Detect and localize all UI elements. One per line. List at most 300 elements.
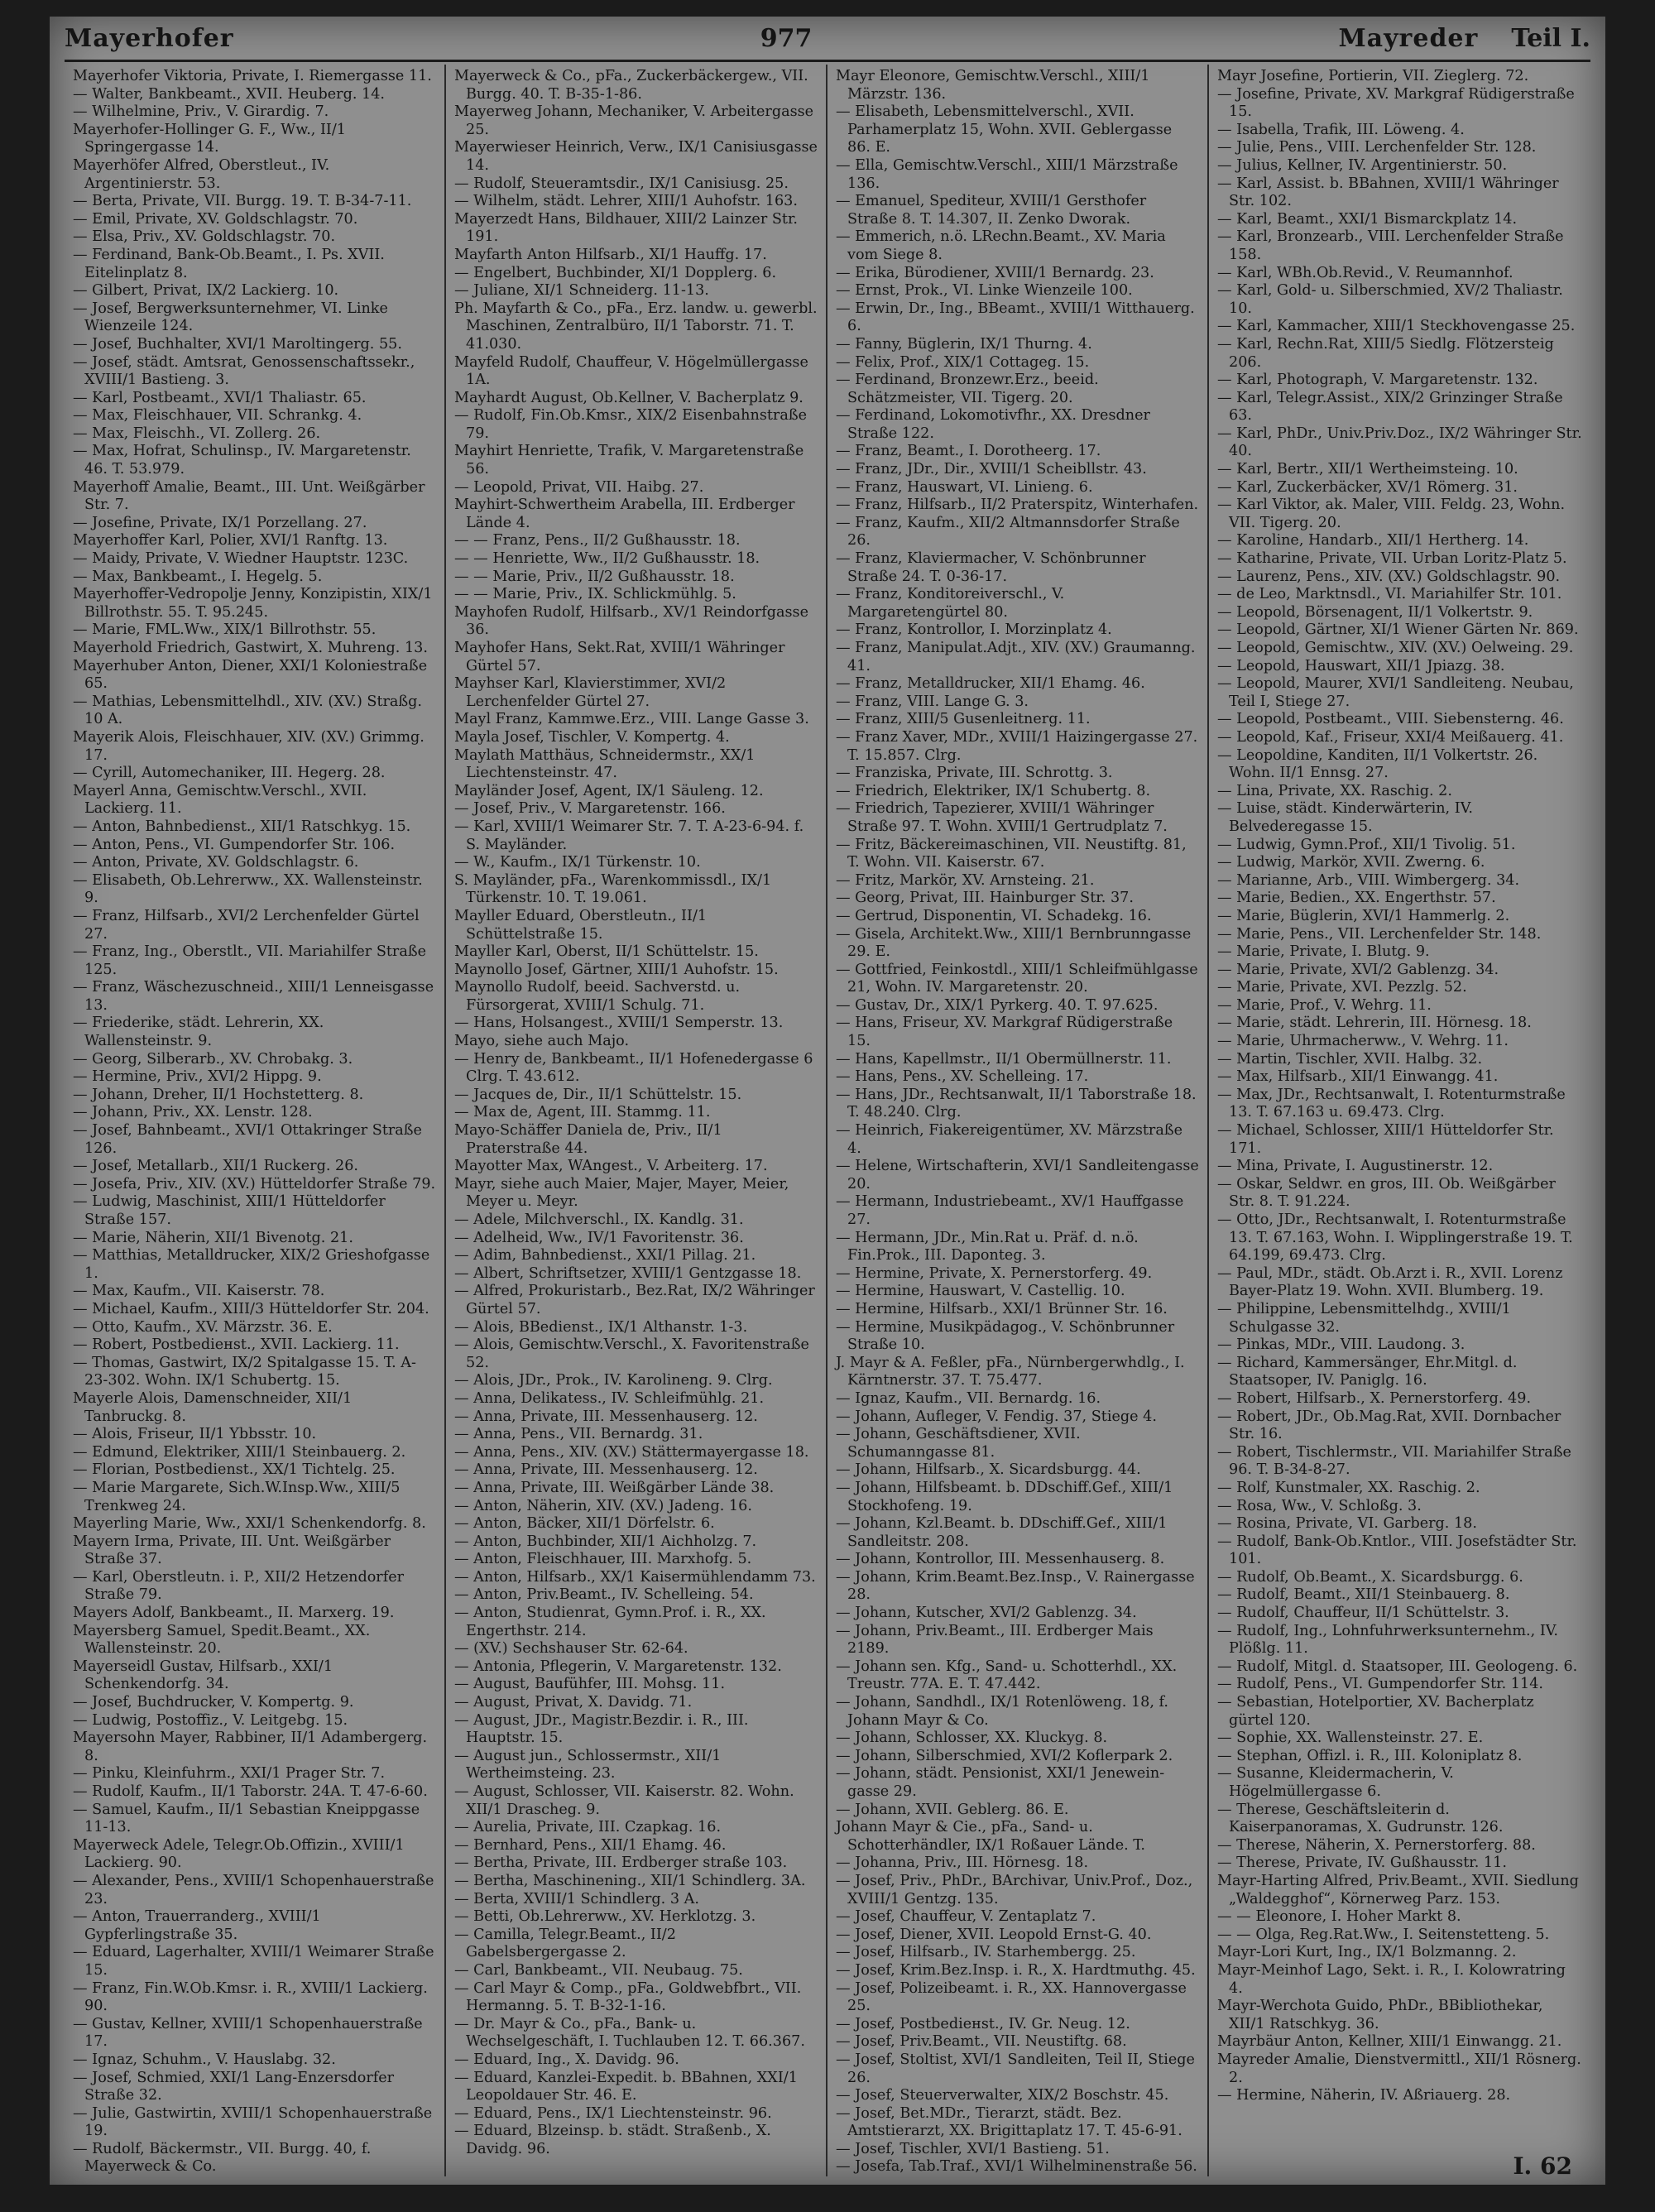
directory-entry: — Josef, Polizeibeamt. i. R., XX. Hannovergasse 25. (836, 1979, 1187, 2015)
directory-entry: — Franz, Hilfsarb., II/2 Praterspitz, Winterhafen. (836, 497, 1199, 514)
directory-entry: — Josef, Krim.Bez.Insp. i. R., X. Hardtmuthg. 45. (836, 1961, 1196, 1979)
directory-entry: — Leopold, Privat, VII. Haibg. 27. (454, 478, 704, 496)
directory-entry: — Jacques de, Dir., II/1 Schüttelstr. 15. (454, 1086, 742, 1103)
directory-entry: — Franz, Kaufm., XII/2 Altmannsdorfer Straße 26. (836, 514, 1180, 549)
directory-entry: — Johann sen. Kfg., Sand- u. Schotterhdl., XX. Treustr. 77A. E. T. 47.442. (836, 1658, 1178, 1693)
page-number: 977 (760, 23, 813, 53)
directory-entry: — Gertrud, Disponentin, VI. Schadekg. 16. (836, 907, 1152, 924)
column-2 (446, 65, 828, 2176)
directory-entry: — Johann, Silberschmied, XVI/2 Koflerpark 2. (836, 1747, 1173, 1764)
directory-entry: — Sophie, XX. Wallensteinstr. 27. E. (1217, 1730, 1484, 1747)
directory-entry: — Marie, Büglerin, XVI/1 Hammerlg. 2. (1217, 907, 1510, 924)
directory-entry: — Alois, JDr., Prok., IV. Karolineng. 9. Clrg. (454, 1372, 773, 1389)
directory-entry: — Wilhelm, städt. Lehrer, XIII/1 Auhofstr. 163. (454, 193, 798, 210)
directory-entry: — Richard, Kammersänger, Ehr.Mitgl. d. Staatsoper, IV. Paniglg. 16. (1217, 1354, 1518, 1389)
directory-entry: Mayo, siehe auch Majo. (454, 1033, 630, 1050)
directory-entry: — Gilbert, Privat, IX/2 Lackierg. 10. (73, 282, 339, 300)
directory-entry: — Robert, Hilfsarb., X. Pernerstorferg. 49. (1217, 1389, 1532, 1407)
directory-entry: — Karl, Telegr.Assist., XIX/2 Grinzinger Straße 63. (1217, 389, 1563, 425)
directory-entry: — Franz, JDr., Dir., XVIII/1 Scheibllstr. 43. (836, 461, 1147, 478)
directory-entry: — Johanna, Priv., III. Hörnesg. 18. (836, 1855, 1089, 1872)
directory-entry: — Hans, Holsangest., XVIII/1 Semperstr. 13. (454, 1015, 784, 1032)
directory-entry: — Leopold, Gemischtw., XIV. (XV.) Oelweing. 29. (1217, 640, 1574, 656)
directory-entry: — Bertha, Maschinening., XII/1 Schindlerg. 3A. (454, 1872, 806, 1889)
directory-entry: — Leopold, Kaf., Friseur, XXI/4 Meißauerg. 41. (1217, 728, 1564, 746)
directory-entry: — Robert, JDr., Ob.Mag.Rat, XVII. Dornbacher Str. 16. (1217, 1408, 1561, 1443)
directory-entry: — Therese, Näherin, X. Pernerstorferg. 88. (1217, 1836, 1536, 1854)
directory-entry: — Max, Hofrat, Schulinsp., IV. Margaretenstr. 46. T. 53.979. (73, 443, 411, 478)
directory-entry: — Marie, FML.Ww., XIX/1 Billrothstr. 55. (73, 621, 377, 639)
directory-entry: — Josef, Bahnbeamt., XVI/1 Ottakringer Straße 126. (73, 1122, 422, 1157)
directory-entry: — Rudolf, Steueramtsdir., IX/1 Canisiusg. 25. (454, 175, 789, 192)
directory-entry: — Bernhard, Pens., XII/1 Ehamg. 46. (454, 1836, 727, 1854)
directory-entry: — Anna, Pens., XIV. (XV.) Stättermayergasse 18. (454, 1443, 809, 1461)
directory-entry: — Rolf, Kunstmaler, XX. Raschig. 2. (1217, 1479, 1480, 1496)
directory-entry: — Anton, Pens., VI. Gumpendorfer Str. 106. (73, 836, 396, 853)
directory-entry: — Rudolf, Bank-Ob.Kntlor., VIII. Josefstädter Str. 101. (1217, 1533, 1577, 1568)
directory-entry: — Mathias, Lebensmittelhdl., XIV. (XV.) Straßg. 10 A. (73, 693, 423, 728)
directory-entry: — — Marie, Priv., IX. Schlickmühlg. 5. (454, 586, 736, 603)
directory-entry: — Franz, Wäschezuschneid., XIII/1 Lenneisgasse 13. (73, 979, 434, 1014)
directory-entry: — Samuel, Kaufm., II/1 Sebastian Kneippgasse 11-13. (73, 1801, 420, 1836)
directory-entry: — Betti, Ob.Lehrerww., XV. Herklotzg. 3. (454, 1908, 756, 1926)
directory-entry: — Leopold, Börsenagent, II/1 Volkertstr. 9. (1217, 603, 1533, 621)
directory-entry: — Hans, Friseur, XV. Markgraf Rüdigerstraße 15. (836, 1015, 1173, 1050)
directory-entry: — Susanne, Kleidermacherin, V. Högelmüllergasse 6. (1217, 1765, 1454, 1800)
directory-entry: — Maidy, Private, V. Wiedner Hauptstr. 123C. (73, 550, 409, 568)
directory-entry: — August, JDr., Magistr.Bezdir. i. R., III. Hauptstr. 15. (454, 1711, 749, 1747)
directory-entry: — Leopold, Hauswart, XII/1 Jpiazg. 38. (1217, 657, 1505, 674)
directory-entry: — Hermann, JDr., Min.Rat u. Präf. d. n.ö. Fin.Prok., III. Daponteg. 3. (836, 1229, 1139, 1264)
directory-entry: — Josef, Buchhalter, XVI/1 Maroltingerg. 55. (73, 335, 402, 353)
directory-entry: — Gustav, Dr., XIX/1 Pyrkerg. 40. T. 97.625. (836, 996, 1158, 1014)
directory-entry: Mayerhoffer Karl, Polier, XVI/1 Ranftg. 13. (73, 532, 388, 549)
directory-entry: Mayerhoff Amalie, Beamt., III. Unt. Weißgärber Str. 7. (73, 478, 425, 514)
directory-entry: — Josef, Stoltist, XVI/1 Sandleiten, Teil II, Stiege 26. (836, 2051, 1195, 2086)
directory-entry: Mayerweck Adele, Telegr.Ob.Offizin., XVIII/1 Lackierg. 90. (73, 1836, 405, 1872)
directory-entry: Mayr-Harting Alfred, Priv.Beamt., XVII. Siedlung „Waldegghof“, Körnerweg Parz. 153. (1217, 1872, 1579, 1907)
directory-entry: — August, Baufühfer, III. Mohsg. 11. (454, 1676, 726, 1693)
directory-entry: — Karl, Photograph, V. Margaretenstr. 132. (1217, 372, 1538, 389)
directory-entry: — Luise, städt. Kinderwärterin, IV. Belvederegasse 15. (1217, 800, 1473, 835)
directory-entry: — Florian, Postbedienst., XX/1 Tichtelg. 25. (73, 1461, 396, 1479)
directory-entry: Mayerseidl Gustav, Hilfsarb., XXI/1 Schenkendorfg. 34. (73, 1658, 333, 1693)
directory-entry: — Josef, städt. Amtsrat, Genossenschaftssekr., XVIII/1 Bastieng. 3. (73, 353, 415, 389)
directory-entry: — Walter, Bankbeamt., XVII. Heuberg. 14. (73, 85, 386, 103)
directory-entry: — Anton, Bahnbedienst., XII/1 Ratschkyg. 15. (73, 818, 411, 835)
directory-entry: — Josef, Priv., V. Margaretenstr. 166. (454, 800, 726, 818)
directory-entry: Mayersohn Mayer, Rabbiner, II/1 Adambergerg. 8. (73, 1730, 428, 1764)
directory-entry: Mayller Eduard, Oberstleutn., II/1 Schüttelstraße 15. (454, 907, 708, 943)
directory-entry: — Karl, Postbeamt., XVI/1 Thaliastr. 65. (73, 389, 367, 406)
directory-entry: — Therese, Private, IV. Gußhausstr. 11. (1217, 1855, 1507, 1872)
directory-entry: — Mina, Private, I. Augustinerstr. 12. (1217, 1158, 1494, 1175)
column-3 (828, 65, 1209, 2176)
directory-entry: Mayo-Schäffer Daniela de, Priv., II/1 Praterstraße 44. (454, 1122, 722, 1157)
directory-entry: — Franz, Beamt., I. Dorotheerg. 17. (836, 443, 1101, 460)
directory-entry: — Leopold, Maurer, XVI/1 Sandleiteng. Neubau, Teil I, Stiege 27. (1217, 675, 1574, 710)
directory-entry: Mayhser Karl, Klavierstimmer, XVI/2 Lerchenfelder Gürtel 27. (454, 675, 727, 710)
directory-entry: — Cyrill, Automechaniker, III. Hegerg. 28. (73, 765, 386, 782)
directory-entry: — Sebastian, Hotelportier, XV. Bacherplatz gürtel 120. (1217, 1694, 1534, 1729)
directory-entry: — Adim, Bahnbedienst., XXI/1 Pillag. 21. (454, 1247, 756, 1264)
directory-entry: Mayhirt-Schwertheim Arabella, III. Erdberger Lände 4. (454, 497, 795, 531)
directory-entry: — Gottfried, Feinkostdl., XIII/1 Schleifmühlgasse 21, Wohn. IV. Margaretenstr. 20. (836, 961, 1198, 996)
directory-entry: — Marie, Uhrmacherww., V. Wehrg. 11. (1217, 1033, 1509, 1050)
directory-entry: — de Leo, Marktnsdl., VI. Mariahilfer Str. 101. (1217, 586, 1562, 603)
directory-entry: Mayotter Max, WAngest., V. Arbeiterg. 17. (454, 1158, 768, 1175)
directory-entry: — Franz, Klaviermacher, V. Schönbrunner Straße 24. T. 0-36-17. (836, 550, 1146, 585)
directory-entry: — Martin, Tischler, XVII. Halbg. 32. (1217, 1050, 1483, 1068)
directory-entry: — Johann, Dreher, II/1 Hochstetterg. 8. (73, 1086, 364, 1103)
directory-entry: — Anton, Priv.Beamt., IV. Schelleing. 54. (454, 1586, 754, 1604)
directory-entry: — Marianne, Arb., VIII. Wimbergerg. 34. (1217, 871, 1520, 889)
directory-entry: — Friedrich, Elektriker, IX/1 Schubertg. 8. (836, 782, 1151, 799)
directory-entry: — Karl, Beamt., XXI/1 Bismarckplatz 14. (1217, 210, 1518, 228)
directory-entry: — Pinku, Kleinfuhrm., XXI/1 Prager Str. 7. (73, 1765, 386, 1783)
directory-entry: Mayerhuber Anton, Diener, XXI/1 Koloniestraße 65. (73, 657, 428, 693)
directory-entry: Mayers Adolf, Bankbeamt., II. Marxerg. 19. (73, 1605, 395, 1622)
directory-entry: — Carl, Bankbeamt., VII. Neubaug. 75. (454, 1961, 743, 1979)
directory-entry: — Felix, Prof., XIX/1 Cottageg. 15. (836, 353, 1090, 371)
directory-entry: — Gustav, Kellner, XVIII/1 Schopenhauerstraße 17. (73, 2015, 423, 2051)
directory-entry: — Karl, PhDr., Univ.Priv.Doz., IX/2 Währinger Str. 40. (1217, 425, 1582, 460)
directory-entry: Mayr-Werchota Guido, PhDr., BBibliothekar, XII/1 Ratschkyg. 36. (1217, 1998, 1543, 2032)
directory-entry: — Alexander, Pens., XVIII/1 Schopenhauerstraße 23. (73, 1872, 434, 1907)
directory-entry: — Anton, Fleischhauer, III. Marxhofg. 5. (454, 1551, 752, 1568)
directory-entry: — Johann, Priv., XX. Lenstr. 128. (73, 1104, 313, 1121)
directory-entry: — Max, Kaufm., VII. Kaiserstr. 78. (73, 1283, 325, 1300)
directory-entry: — Ludwig, Maschinist, XIII/1 Hütteldorfer Straße 157. (73, 1193, 386, 1228)
directory-entry: — — Eleonore, I. Hoher Markt 8. (1217, 1908, 1461, 1926)
directory-entry: — Lina, Private, XX. Raschig. 2. (1217, 782, 1452, 799)
directory-entry: — Leopold, Postbeamt., VIII. Siebensterng. 46. (1217, 711, 1564, 728)
directory-entry: Mayerhofer Viktoria, Private, I. Riemergasse 11. (73, 68, 432, 84)
directory-entry: — Johann, XVII. Geblerg. 86. E. (836, 1801, 1069, 1818)
directory-entry: — Anton, Hilfsarb., XX/1 Kaisermühlendamm 73. (454, 1568, 816, 1586)
directory-entry: — Anton, Trauerranderg., XVIII/1 Gypferlingstraße 35. (73, 1908, 321, 1943)
directory-entry: — Antonia, Pflegerin, V. Margaretenstr. 132. (454, 1658, 782, 1675)
directory-entry: Mayerhöfer Alfred, Oberstleut., IV. Argentinierstr. 53. (73, 156, 330, 192)
directory-entry: — Erika, Bürodiener, XVIII/1 Bernardg. 23. (836, 264, 1154, 281)
directory-entry: — Engelbert, Buchbinder, XI/1 Dopplerg. 6. (454, 264, 777, 281)
directory-entry: — Josef, Buchdrucker, V. Kompertg. 9. (73, 1694, 354, 1711)
directory-entry: — Karl, XVIII/1 Weimarer Str. 7. T. A-23-6-94. f. S. Mayländer. (454, 818, 804, 853)
directory-entry: — Therese, Geschäftsleiterin d. Kaiserpanoramas, X. Gudrunstr. 126. (1217, 1801, 1504, 1836)
directory-entry: — Alois, BBedienst., IX/1 Althanstr. 1-3. (454, 1318, 748, 1336)
directory-entry: — Franz, Manipulat.Adjt., XIV. (XV.) Graumanng. 41. (836, 640, 1196, 674)
directory-entry: — Marie, Näherin, XII/1 Bivenotg. 21. (73, 1229, 353, 1246)
directory-entry: — Fritz, Markör, XV. Arnsteing. 21. (836, 871, 1095, 889)
directory-entry: — Johann, Hilfsbeamt. b. DDschiff.Gef., XIII/1 Stockhofeng. 19. (836, 1479, 1173, 1514)
directory-entry: Mayerl Anna, Gemischtw.Verschl., XVII. Lackierg. 11. (73, 782, 367, 818)
directory-entry: Mayerling Marie, Ww., XXI/1 Schenkendorfg. 8. (73, 1515, 426, 1533)
directory-entry: — Franz, Hauswart, VI. Linieng. 6. (836, 478, 1093, 496)
directory-entry: — August, Schlosser, VII. Kaiserstr. 82. Wohn. XII/1 Drascheg. 9. (454, 1783, 794, 1818)
directory-entry: — Michael, Schlosser, XIII/1 Hütteldorfer Str. 171. (1217, 1122, 1554, 1157)
directory-entry: — Josef, Metallarb., XII/1 Ruckerg. 26. (73, 1158, 359, 1175)
directory-entry: — Alois, Gemischtw.Verschl., X. Favoritenstraße 52. (454, 1336, 809, 1371)
directory-entry: — Josef, Diener, XVII. Leopold Ernst-G. 40. (836, 1926, 1152, 1943)
directory-entry: — Ludwig, Markör, XVII. Zwerng. 6. (1217, 854, 1485, 871)
directory-entry: — August, Privat, X. Davidg. 71. (454, 1694, 693, 1711)
directory-entry: — Johann, Sandhdl., IX/1 Rotenlöweng. 18, f. Johann Mayr & Co. (836, 1694, 1168, 1729)
directory-entry: — Max, Bankbeamt., I. Hegelg. 5. (73, 568, 323, 585)
directory-entry: — Emil, Private, XV. Goldschlagstr. 70. (73, 210, 358, 228)
directory-entry: — Marie, Private, I. Blutg. 9. (1217, 943, 1430, 961)
directory-entry: — Hans, JDr., Rechtsanwalt, II/1 Taborstraße 18. T. 48.240. Clrg. (836, 1086, 1197, 1121)
directory-entry: — Emmerich, n.ö. LRechn.Beamt., XV. Maria vom Siege 8. (836, 228, 1166, 263)
directory-entry: — Laurenz, Pens., XIV. (XV.) Goldschlagstr. 90. (1217, 568, 1561, 585)
directory-entry: — Eduard, Lagerhalter, XVIII/1 Weimarer Straße 15. (73, 1944, 434, 1979)
directory-entry: — Max, JDr., Rechtsanwalt, I. Rotenturmstraße 13. T. 67.163 u. 69.473. Clrg. (1217, 1086, 1566, 1121)
directory-entry: Mayerweck & Co., pFa., Zuckerbäckergew., VII. Burgg. 40. T. B-35-1-86. (454, 68, 808, 103)
directory-entry: — Oskar, Seldwr. en gros, III. Ob. Weißgärber Str. 8. T. 91.224. (1217, 1175, 1556, 1211)
directory-entry: — Karl, Zuckerbäcker, XV/1 Römerg. 31. (1217, 478, 1518, 496)
directory-entry: — Ella, Gemischtw.Verschl., XIII/1 Märzstraße 136. (836, 156, 1178, 192)
directory-entry: — Anna, Pens., VII. Bernardg. 31. (454, 1426, 703, 1443)
directory-entry: — Hermine, Private, X. Pernerstorferg. 49. (836, 1264, 1153, 1282)
directory-entry: — Johann, Krim.Beamt.Bez.Insp., V. Rainergasse 28. (836, 1568, 1195, 1604)
directory-entry: — Marie, Prof., V. Wehrg. 11. (1217, 996, 1432, 1014)
directory-entry: — Rudolf, Kaufm., II/1 Taborstr. 24A. T. 47-6-60. (73, 1783, 428, 1800)
directory-entry: — Rudolf, Mitgl. d. Staatsoper, III. Geologeng. 6. (1217, 1658, 1578, 1675)
directory-entry: — Henry de, Bankbeamt., II/1 Hofenedergasse 6 Clrg. T. 43.612. (454, 1050, 813, 1086)
directory-entry: — Karl, WBh.Ob.Revid., V. Reumannhof. (1217, 264, 1513, 281)
directory-entry: — — Henriette, Ww., II/2 Gußhausstr. 18. (454, 550, 760, 568)
directory-entry: — Leopold, Gärtner, XI/1 Wiener Gärten Nr. 869. (1217, 621, 1579, 639)
directory-entry: — Wilhelmine, Priv., V. Girardig. 7. (73, 103, 329, 121)
directory-entry: — Max de, Agent, III. Stammg. 11. (454, 1104, 711, 1121)
directory-entry: — Heinrich, Fiakereigentümer, XV. Märzstraße 4. (836, 1122, 1183, 1157)
directory-entry: — Hans, Pens., XV. Schelleing. 17. (836, 1068, 1089, 1086)
directory-entry: Mayrbäur Anton, Kellner, XIII/1 Einwangg. 21. (1217, 2033, 1562, 2051)
directory-entry: Mayr Josefine, Portierin, VII. Zieglerg. 72. (1217, 68, 1529, 84)
directory-entry: Mayller Karl, Oberst, II/1 Schüttelstr. 15. (454, 943, 759, 961)
directory-entry: — Franz, VIII. Lange G. 3. (836, 693, 1029, 710)
directory-entry: — Ignaz, Schuhm., V. Hauslabg. 32. (73, 2051, 336, 2068)
directory-entry: — Hermann, Industriebeamt., XV/1 Hauffgasse 27. (836, 1193, 1184, 1228)
directory-entry: — Karl, Kammacher, XIII/1 Steckhovengasse 25. (1217, 318, 1576, 335)
directory-entry: — Hermine, Priv., XVI/2 Hippg. 9. (73, 1068, 322, 1086)
directory-entry: — Robert, Tischlermstr., VII. Mariahilfer Straße 96. T. B-34-8-27. (1217, 1443, 1571, 1479)
directory-entry: — Alfred, Prokuristarb., Bez.Rat, IX/2 Währinger Gürtel 57. (454, 1283, 815, 1317)
directory-entry: — Anton, Buchbinder, XII/1 Aichholzg. 7. (454, 1533, 757, 1550)
directory-entry: — Josef, Bergwerksunternehmer, VI. Linke Wienzeile 124. (73, 300, 388, 335)
directory-entry: — Johann, städt. Pensionist, XXI/1 Jenewein-gasse 29. (836, 1765, 1165, 1800)
directory-entry: — Karl, Bronzearb., VIII. Lerchenfelder Straße 158. (1217, 228, 1564, 263)
directory-entry: — Hermine, Musikpädagog., V. Schönbrunner Straße 10. (836, 1318, 1175, 1354)
directory-entry: — Johann, Geschäftsdiener, XVII. Schumanngasse 81. (836, 1426, 1081, 1461)
directory-entry: — Franz, Metalldrucker, XII/1 Ehamg. 46. (836, 675, 1145, 693)
directory-entry: — Josef, Schmied, XXI/1 Lang-Enzersdorfer Straße 32. (73, 2069, 395, 2104)
directory-entry: — Elsa, Priv., XV. Goldschlagstr. 70. (73, 228, 336, 246)
directory-entry: — Paul, MDr., städt. Ob.Arzt i. R., XVII. Lorenz Bayer-Platz 19. Wohn. XVII. Blumberg. 19. (1217, 1264, 1563, 1300)
directory-entry: — Otto, Kaufm., XV. Märzstr. 36. E. (73, 1318, 333, 1336)
directory-entry: Mayr Eleonore, Gemischtw.Verschl., XIII/1 Märzstr. 136. (836, 68, 1150, 103)
column-4 (1209, 65, 1590, 2176)
directory-entry: Mayhardt August, Ob.Kellner, V. Bacherplatz 9. (454, 389, 804, 406)
directory-entry: — Anna, Private, III. Messenhauserg. 12. (454, 1461, 758, 1479)
directory-entry: — Franziska, Private, III. Schrottg. 3. (836, 765, 1113, 782)
directory-entry: — Leopoldine, Kanditen, II/1 Volkertstr. 26. Wohn. II/1 Ennsg. 27. (1217, 746, 1538, 782)
directory-entry: — Marie, städt. Lehrerin, III. Hörnesg. 18. (1217, 1015, 1532, 1032)
directory-entry: — Rudolf, Pens., VI. Gumpendorfer Str. 114. (1217, 1676, 1543, 1693)
directory-entry: — Thomas, Gastwirt, IX/2 Spitalgasse 15. T. A-23-302. Wohn. IX/1 Schubertg. 15. (73, 1354, 416, 1389)
directory-entry: — Hermine, Hauswart, V. Castellig. 10. (836, 1283, 1125, 1300)
directory-entry: — Josef, Tischler, XVI/1 Bastieng. 51. (836, 2140, 1110, 2157)
directory-entry: — Josef, Chauffeur, V. Zentaplatz 7. (836, 1908, 1096, 1926)
directory-entry: — Friederike, städt. Lehrerin, XX. Wallensteinstr. 9. (73, 1015, 324, 1050)
directory-entry: — Max, Fleischh., VI. Zollerg. 26. (73, 425, 321, 442)
directory-entry: — Robert, Postbediенst., XVII. Lackierg. 11. (73, 1336, 400, 1354)
directory-entry: — Rudolf, Beamt., XII/1 Steinbauerg. 8. (1217, 1586, 1510, 1604)
directory-entry: — Josef, Steuerverwalter, XIX/2 Boschstr. 45. (836, 2087, 1169, 2104)
directory-entry: — Josef, Priv.Beamt., VII. Neustiftg. 68. (836, 2033, 1127, 2051)
directory-entry: — Julius, Kellner, IV. Argentinierstr. 50. (1217, 156, 1508, 174)
directory-entry: — — Franz, Pens., II/2 Gußhausstr. 18. (454, 532, 741, 549)
directory-entry: Mayhirt Henriette, Trafik, V. Margaretenstraße 56. (454, 443, 804, 478)
directory-entry: — Elisabeth, Lebensmittelverschl., XVII. Parhamerplatz 15, Wohn. XVII. Geblergasse 86. E. (836, 103, 1173, 156)
directory-entry: — Johann, Kutscher, XVI/2 Gablenzg. 34. (836, 1605, 1137, 1622)
directory-entry: — Franz, Hilfsarb., XVI/2 Lerchenfelder Gürtel 27. (73, 907, 420, 943)
directory-entry: — Josef, Hilfsarb., IV. Starhembergg. 25. (836, 1944, 1136, 1961)
directory-entry: Mayfeld Rudolf, Chauffeur, V. Högelmüllergasse 1A. (454, 353, 808, 389)
directory-entry: — Marie, Private, XVI. Pezzlg. 52. (1217, 979, 1467, 996)
directory-entry: — Carl Mayr & Comp., pFa., Goldwebfbrt., VII. Hermanng. 5. T. B-32-1-16. (454, 1979, 802, 2015)
directory-entry: — Albert, Schriftsetzer, XVIII/1 Gentzgasse 18. (454, 1264, 802, 1282)
directory-entry: — Rosa, Ww., V. Schloßg. 3. (1217, 1497, 1422, 1514)
directory-entry: Mayr-Lori Kurt, Ing., IX/1 Bolzmanng. 2. (1217, 1944, 1517, 1961)
directory-entry: — Katharine, Private, VII. Urban Loritz-Platz 5. (1217, 550, 1567, 568)
directory-entry: — Edmund, Elektriker, XIII/1 Steinbauerg. 2. (73, 1443, 406, 1461)
directory-entry: Mayerhold Friedrich, Gastwirt, X. Muhreng. 13. (73, 640, 428, 656)
directory-entry: Maynollo Rudolf, beeid. Sachverstd. u. Fürsorgerat, XVIII/1 Schulg. 71. (454, 979, 741, 1014)
directory-entry: — Rudolf, Ing., Lohnfuhrwerksunternehm., IV. Plößlg. 11. (1217, 1622, 1558, 1658)
directory-entry: — Johann, Aufleger, V. Fendig. 37, Stiege 4. (836, 1408, 1157, 1425)
directory-entry: — Marie, Private, XVI/2 Gablenzg. 34. (1217, 961, 1499, 978)
directory-entry: — Anton, Private, XV. Goldschlagstr. 6. (73, 854, 359, 871)
directory-entry: — Friedrich, Tapezierer, XVIII/1 Währinger Straße 97. T. Wohn. XVIII/1 Gertrudplatz 7. (836, 800, 1168, 835)
directory-entry: — — Olga, Reg.Rat.Ww., I. Seitenstetteng. 5. (1217, 1926, 1550, 1943)
directory-entry: Ph. Mayfarth & Co., pFa., Erz. landw. u. gewerbl. Maschinen, Zentralbüro, II/1 Taborstr. 71. T. 41.030. (454, 300, 818, 353)
directory-entry: — Eduard, Ing., X. Davidg. 96. (454, 2051, 679, 2068)
directory-entry: Mayl Franz, Kammwe.Erz., VIII. Lange Gasse 3. (454, 711, 809, 728)
directory-entry: — Marie, Bedien., XX. Engerthstr. 57. (1217, 890, 1496, 907)
directory-entry: — Fritz, Bäckereimaschinen, VII. Neustiftg. 81, T. Wohn. VII. Kaiserstr. 67. (836, 836, 1187, 871)
directory-entry: — Ferdinand, Bank-Ob.Beamt., I. Ps. XVII. Eitelinplatz 8. (73, 246, 385, 281)
directory-entry: — Josefa, Tab.Traf., XVI/1 Wilhelminenstraße 56. (836, 2158, 1197, 2176)
directory-entry: Maynollo Josef, Gärtner, XIII/1 Auhofstr. 15. (454, 961, 779, 978)
sheet-signature: I. 62 (1513, 2152, 1572, 2180)
directory-entry: — Adele, Milchverschl., IX. Kandlg. 31. (454, 1212, 744, 1228)
directory-entry: — Georg, Privat, III. Hainburger Str. 37. (836, 890, 1134, 907)
directory-entry: — Johann, Hilfsarb., X. Sicardsburgg. 44. (836, 1461, 1141, 1479)
directory-entry: — Rudolf, Bäckermstr., VII. Burgg. 40, f. Mayerweck & Co. (73, 2140, 372, 2176)
directory-entry: Mayreder Amalie, Dienstvermittl., XII/1 Rösnerg. 2. (1217, 2051, 1581, 2086)
directory-entry: — Rosina, Private, VI. Garberg. 18. (1217, 1515, 1477, 1533)
directory-entry: Mayerle Alois, Damenschneider, XII/1 Tanbruckg. 8. (73, 1389, 353, 1425)
directory-entry: — Johann, Priv.Beamt., III. Erdberger Mais 2189. (836, 1622, 1154, 1658)
directory-entry: — Marie Margarete, Sich.W.Insp.Ww., XIII/5 Trenkweg 24. (73, 1479, 401, 1514)
directory-entry: — Karl, Gold- u. Silberschmied, XV/2 Thaliastr. 10. (1217, 282, 1563, 317)
directory-entry: Mayr, siehe auch Maier, Majer, Mayer, Meier, Meyer u. Meyr. (454, 1175, 789, 1211)
directory-entry: — Fanny, Büglerin, IX/1 Thurng. 4. (836, 335, 1092, 353)
directory-entry: — Julie, Pens., VIII. Lerchenfelder Str. 128. (1217, 139, 1537, 156)
directory-entry: — Emanuel, Spediteur, XVIII/1 Gersthofer Straße 8. T. 14.307, II. Zenko Dworak. (836, 193, 1147, 228)
directory-entry: — Josefa, Priv., XIV. (XV.) Hütteldorfer Straße 79. (73, 1175, 436, 1192)
directory-entry: — Philippine, Lebensmittelhdg., XVIII/1 Schulgasse 32. (1217, 1300, 1511, 1336)
directory-entry: — Karl, Rechn.Rat, XIII/5 Siedlg. Flötzersteig 206. (1217, 335, 1554, 371)
directory-entry: — Otto, JDr., Rechtsanwalt, I. Rotenturmstraße 13. T. 67.163, Wohn. I. Wipplingerstraße 19. T. 64.199, 69.473. Clrg. (1217, 1212, 1573, 1264)
directory-entry: — Josefine, Private, IX/1 Porzellang. 27. (73, 514, 367, 531)
directory-entry: — W., Kaufm., IX/1 Türkenstr. 10. (454, 854, 701, 871)
directory-page (50, 17, 1605, 2185)
directory-entry: — Juliane, XI/1 Schneiderg. 11-13. (454, 282, 709, 300)
column-1 (65, 65, 446, 2176)
directory-entry: Mayerwieser Heinrich, Verw., IX/1 Canisiusgasse 14. (454, 139, 818, 174)
directory-entry: — Eduard, Kanzlei-Expedit. b. BBahnen, XXI/1 Leopoldauer Str. 46. E. (454, 2069, 798, 2104)
directory-entry: — Karoline, Handarb., XII/1 Hertherg. 14. (1217, 532, 1529, 549)
directory-entry: — Josef, Bet.MDr., Tierarzt, städt. Bez. Amtstierarzt, XX. Brigittaplatz 17. T. 45-6-91. (836, 2104, 1182, 2140)
directory-entry: — Franz, Kontrollor, I. Morzinplatz 4. (836, 621, 1112, 639)
directory-entry: Mayerhofer-Hollinger G. F., Ww., II/1 Springergasse 14. (73, 121, 347, 156)
directory-entry: — Rudolf, Fin.Ob.Kmsr., XIX/2 Eisenbahnstraße 79. (454, 407, 807, 442)
directory-entry: — Franz, Fin.W.Ob.Kmsr. i. R., XVIII/1 Lackierg. 90. (73, 1979, 428, 2015)
directory-entry: — Camilla, Telegr.Beamt., II/2 Gabelsbergergasse 2. (454, 1926, 676, 1961)
directory-entry: Mayerzedt Hans, Bildhauer, XIII/2 Lainzer Str. 191. (454, 210, 799, 246)
directory-entry: Mayerik Alois, Fleischhauer, XIV. (XV.) Grimmg. 17. (73, 728, 425, 764)
directory-entry: Mayersberg Samuel, Spedit.Beamt., XX. Wallensteinstr. 20. (73, 1622, 371, 1658)
directory-entry: — Hans, Kapellmstr., II/1 Obermüllnerstr. 11. (836, 1050, 1172, 1068)
directory-entry: — Max, Hilfsarb., XII/1 Einwangg. 41. (1217, 1068, 1499, 1086)
directory-entry: — Ferdinand, Bronzewr.Erz., beeid. Schätzmeister, VII. Tigerg. 20. (836, 372, 1099, 406)
directory-entry: — Michael, Kaufm., XIII/3 Hütteldorfer Str. 204. (73, 1300, 429, 1317)
directory-entry: — Gisela, Architekt.Ww., XIII/1 Bernbrunngasse 29. E. (836, 925, 1192, 961)
directory-entry: Mayländer Josef, Agent, IX/1 Säuleng. 12. (454, 782, 764, 799)
directory-entry: — Johann, Schlosser, XX. Kluckyg. 8. (836, 1730, 1108, 1747)
directory-entry: — Anna, Delikatess., IV. Schleifmühlg. 21. (454, 1389, 765, 1407)
directory-entry: Mayr-Meinhof Lago, Sekt. i. R., I. Kolowratring 4. (1217, 1961, 1566, 1997)
directory-entry: — Stephan, Offizl. i. R., III. Koloniplatz 8. (1217, 1747, 1523, 1764)
directory-entry: — Matthias, Metalldrucker, XIX/2 Grieshofgasse 1. (73, 1247, 430, 1282)
directory-entry: — Pinkas, MDr., VIII. Laudong. 3. (1217, 1336, 1466, 1354)
directory-entry: — Marie, Pens., VII. Lerchenfelder Str. 148. (1217, 925, 1542, 943)
directory-entry: — Anton, Studienrat, Gymn.Prof. i. R., XX. Engerthstr. 214. (454, 1605, 766, 1639)
directory-entry: J. Mayr & A. Feßler, pFa., Nürnbergerwhdlg., I. Kärntnerstr. 37. T. 75.477. (836, 1354, 1185, 1389)
directory-entry: — Josef, Postbediенst., IV. Gr. Neug. 12. (836, 2015, 1130, 2032)
directory-entry: — August jun., Schlossermstr., XII/1 Wertheimsteing. 23. (454, 1747, 722, 1783)
directory-entry: — Karl, Oberstleutn. i. P., XII/2 Hetzendorfer Straße 79. (73, 1568, 405, 1604)
directory-entry: — Elisabeth, Ob.Lehrerww., XX. Wallensteinstr. 9. (73, 871, 423, 907)
directory-entry: — Max, Fleischhauer, VII. Schrankg. 4. (73, 407, 362, 425)
directory-entry: — Karl, Bertr., XII/1 Wertheimsteing. 10. (1217, 461, 1518, 478)
directory-entry: — Erwin, Dr., Ing., BBeamt., XVIII/1 Witthauerg. 6. (836, 300, 1195, 335)
directory-entry: — Julie, Gastwirtin, XVIII/1 Schopenhauerstraße 19. (73, 2104, 433, 2140)
directory-entry: Mayhofer Hans, Sekt.Rat, XVIII/1 Währinger Gürtel 57. (454, 640, 785, 674)
directory-entry: — Helene, Wirtschafterin, XVI/1 Sandleitengasse 20. (836, 1158, 1199, 1192)
directory-entry: — (XV.) Sechshauser Str. 62-64. (454, 1640, 688, 1658)
part-label: Teil I. (1511, 23, 1590, 53)
directory-entry: Johann Mayr & Cie., pFa., Sand- u. Schotterhändler, IX/1 Roßauer Lände. T. (836, 1819, 1146, 1854)
directory-entry: — Josefine, Private, XV. Markgraf Rüdigerstraße 15. (1217, 85, 1575, 121)
directory-entry: — Berta, XVIII/1 Schindlerg. 3 A. (454, 1890, 699, 1907)
directory-entry: — Anna, Private, III. Messenhauserg. 12. (454, 1408, 758, 1425)
directory-entry: — Eduard, Pens., IX/1 Liechtensteinstr. 96. (454, 2104, 772, 2122)
directory-entry: — Adelheid, Ww., IV/1 Favoritenstr. 36. (454, 1229, 744, 1246)
directory-entry: — Rudolf, Chauffeur, II/1 Schüttelstr. 3. (1217, 1605, 1509, 1622)
directory-entry: — Karl, Assist. b. BBahnen, XVIII/1 Währinger Str. 102. (1217, 175, 1559, 210)
